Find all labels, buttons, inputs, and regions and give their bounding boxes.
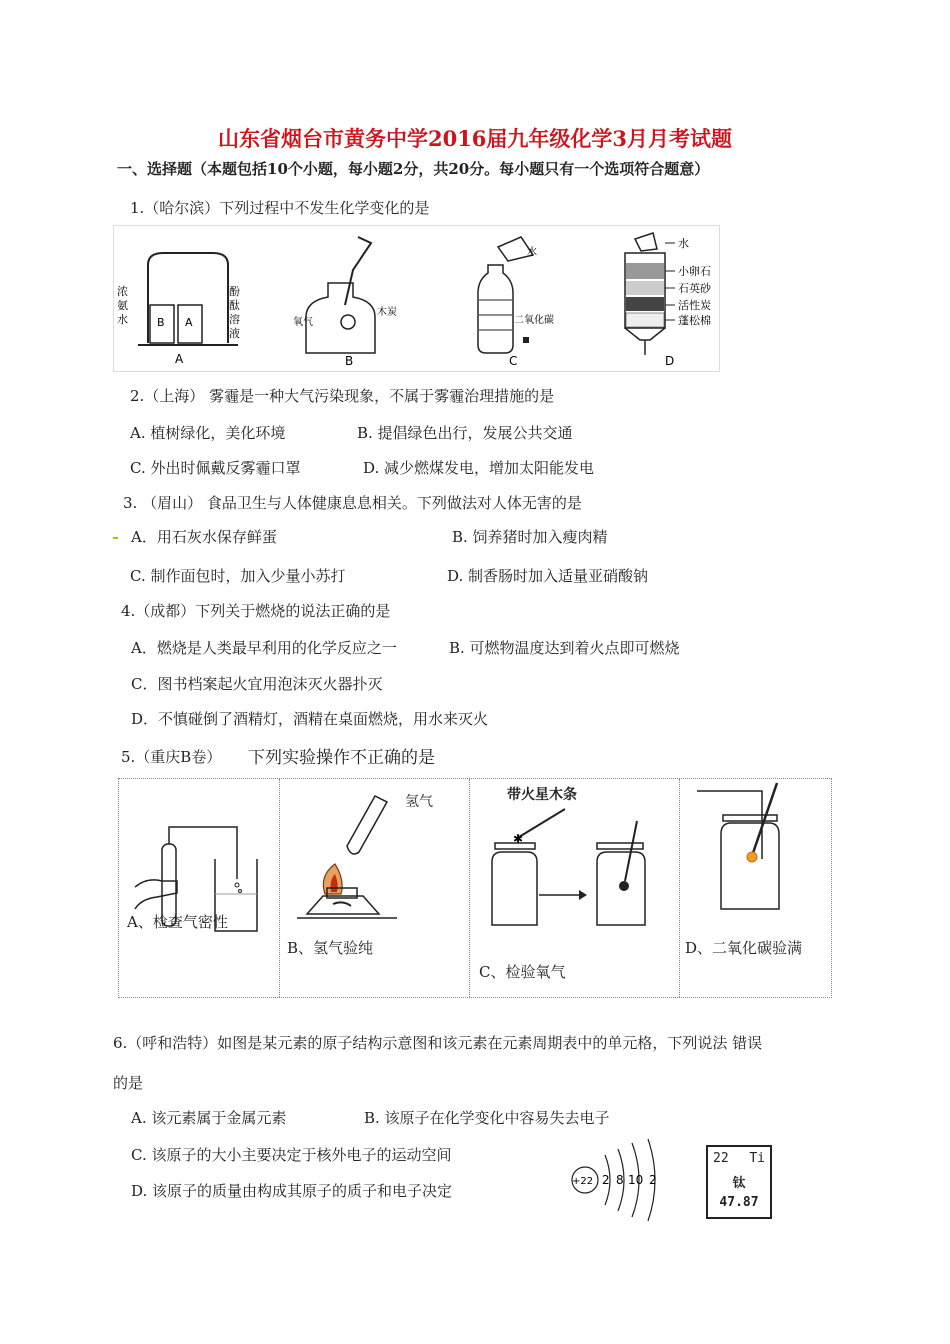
q6-stem-2: 的是	[113, 1074, 144, 1092]
atomic-number: 22	[713, 1151, 729, 1166]
q1-a-box-a: A	[185, 316, 193, 329]
q6-stem-1: 6.（呼和浩特）如图是某元素的原子结构示意图和该元素在元素周期表中的单元格，下列说法 错误	[113, 1034, 763, 1052]
q1-d-water: 水	[678, 237, 689, 250]
q5-option-a: A、检查气密性	[127, 913, 228, 931]
q5-c-top-label: 带火星木条	[507, 787, 577, 803]
q6-option-c: C. 该原子的大小主要决定于核外电子的运动空间	[131, 1146, 452, 1164]
q1-figure-b	[293, 237, 397, 368]
q5-option-d: D、二氧化碳验满	[685, 939, 803, 957]
q1-a-box-b: B	[157, 316, 165, 329]
q5-c-drawing	[477, 807, 677, 937]
q5-stem: 下列实验操作不正确的是	[248, 748, 435, 768]
q1-a-right-2: 酞	[229, 299, 240, 312]
q2-option-b: B. 提倡绿色出行，发展公共交通	[357, 424, 573, 442]
q6-option-d: D. 该原子的质量由构成其原子的质子和电子决定	[131, 1182, 453, 1200]
q4-option-a: A．燃烧是人类最早利用的化学反应之一	[131, 639, 397, 657]
q1-d-label: D	[665, 354, 675, 368]
svg-text:✱: ✱	[513, 832, 524, 846]
q5-cell-a	[119, 779, 280, 997]
q4-option-b: B. 可燃物温度达到着火点即可燃烧	[449, 639, 680, 657]
q6-option-b: B. 该原子在化学变化中容易失去电子	[364, 1109, 610, 1127]
periodic-table-cell	[706, 1145, 772, 1219]
q5-cell-c	[469, 779, 680, 997]
q5-stem-source: 5.（重庆B卷）	[121, 748, 222, 766]
q3-option-a: A．用石灰水保存鲜蛋	[131, 528, 277, 546]
q1-figure-c	[478, 237, 554, 368]
q1-d-layer-4: 蓬松棉	[678, 314, 711, 327]
q1-a-right-3: 溶	[229, 313, 240, 326]
shell-4: 2	[649, 1173, 657, 1187]
q1-a-label: A	[175, 352, 184, 366]
element-name: 钛	[732, 1176, 746, 1191]
atomic-mass: 47.87	[719, 1195, 759, 1210]
q1-figure	[113, 225, 723, 375]
q5-option-c: C、检验氧气	[479, 963, 566, 981]
q4-option-c: C．图书档案起火宜用泡沫灭火器扑灭	[131, 675, 383, 693]
q1-d-layer-2: 石英砂	[678, 282, 711, 295]
q2-option-a: A. 植树绿化，美化环境	[130, 424, 286, 442]
q1-a-left-1: 浓	[117, 285, 128, 298]
q5-b-gas-label: 氢气	[405, 794, 433, 810]
q1-d-layer-3: 活性炭	[678, 299, 711, 312]
section-heading: 一、选择题（本题包括10个小题，每小题2分，共20分。每小题只有一个选项符合题意）	[117, 160, 710, 178]
q2-option-c: C. 外出时佩戴反雾霾口罩	[130, 459, 301, 477]
q1-b-left: 氧气	[293, 317, 313, 328]
shell-3: 10	[628, 1173, 644, 1187]
marker-dot	[113, 537, 118, 539]
q1-a-right-4: 液	[229, 327, 240, 340]
q1-c-label: C	[509, 354, 518, 368]
q5-cell-b	[279, 779, 470, 997]
q1-stem: 1.（哈尔滨）下列过程中不发生化学变化的是	[130, 199, 430, 217]
nucleus-charge: +22	[572, 1176, 594, 1187]
q3-option-d: D. 制香肠时加入适量亚硝酸钠	[447, 567, 649, 585]
q2-stem: 2.（上海） 雾霾是一种大气污染现象，不属于雾霾治理措施的是	[130, 387, 555, 405]
q1-figure-a	[117, 253, 240, 366]
q6-option-a: A. 该元素属于金属元素	[131, 1109, 287, 1127]
q1-a-left-3: 水	[117, 313, 128, 326]
q5-b-drawing	[287, 784, 467, 924]
q5-option-b: B、氢气验纯	[287, 939, 374, 957]
shell-2: 8	[616, 1173, 624, 1187]
element-symbol: Ti	[749, 1151, 765, 1166]
q1-c-water: 水	[527, 247, 537, 258]
q5-d-drawing	[687, 779, 827, 919]
q4-stem: 4.（成都）下列关于燃烧的说法正确的是	[121, 602, 391, 620]
q4-option-d: D．不慎碰倒了酒精灯，酒精在桌面燃烧，用水来灭火	[131, 710, 489, 728]
q2-option-d: D. 减少燃煤发电，增加太阳能发电	[363, 459, 595, 477]
q1-b-label: B	[345, 354, 354, 368]
q1-b-right: 木炭	[377, 307, 397, 318]
q3-stem: 3. （眉山） 食品卫生与人体健康息息相关。下列做法对人体无害的是	[123, 494, 582, 512]
q3-option-b: B. 饲养猪时加入瘦肉精	[452, 528, 608, 546]
q1-a-left-2: 氨	[117, 299, 128, 312]
q1-d-layer-1: 小卵石	[678, 265, 711, 278]
q1-figure-d	[625, 233, 712, 368]
q5-cell-d	[679, 779, 831, 997]
q5-figure-table	[118, 778, 832, 998]
atom-structure-diagram	[560, 1135, 680, 1225]
q1-c-gas: 二氧化碳	[514, 315, 554, 326]
q1-a-right-1: 酚	[229, 285, 240, 298]
shell-1: 2	[602, 1173, 610, 1187]
q3-option-c: C. 制作面包时，加入少量小苏打	[130, 567, 346, 585]
page-title: 山东省烟台市黄务中学2016届九年级化学3月月考试题	[217, 126, 733, 151]
